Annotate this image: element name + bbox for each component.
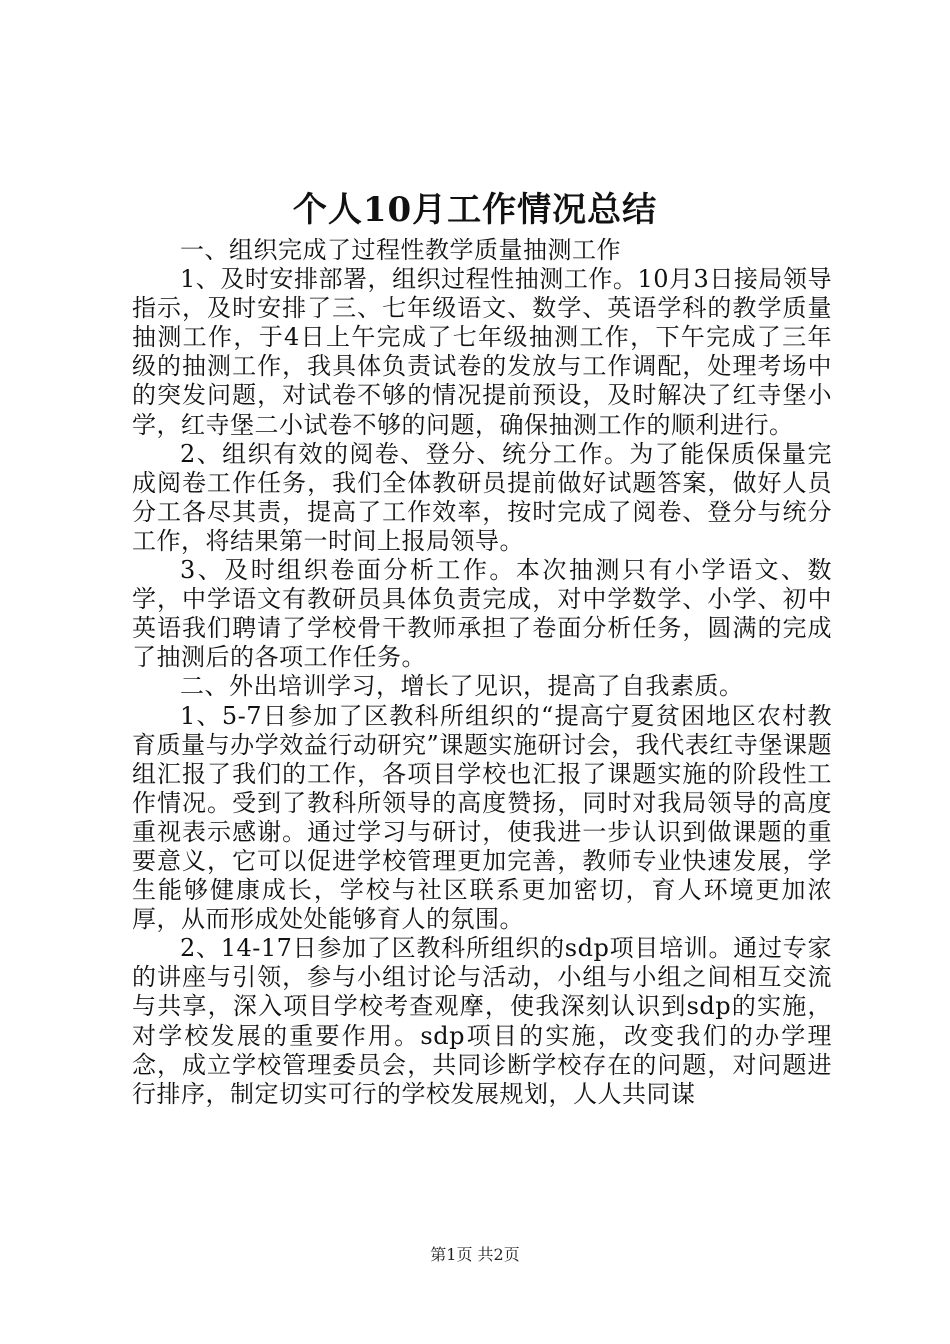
section-heading-2: 二、外出培训学习，增长了见识，提高了自我素质。 [180,672,744,701]
document-body [132,236,832,1109]
paragraph-1-3: 3、及时组织卷面分析工作。本次抽测只有小学语文、数学，中学语文有教研员具体负责完成，对中学数学、小学、初中英语我们聘请了学校骨干教师承担了卷面分析任务，圆满的完成了抽测后的各项工作任务。 [132,556,832,672]
section-heading-1: 一、组织完成了过程性教学质量抽测工作 [180,236,621,264]
paragraph-1-1: 1、及时安排部署，组织过程性抽测工作。10月3日接局领导指示，及时安排了三、七年级语文、数学、英语学科的教学质量抽测工作，于4日上午完成了七年级抽测工作，下午完成了三年级的抽测工作，我具体负责试卷的发放与工作调配，处理考场中的突发问题，对试卷不够的情况提前预设，及时解决了红寺堡小学，红寺堡二小试卷不够的问题，确保抽测工作的顺利进行。 [132,265,832,439]
page-footer: 第1页 共2页 [430,1245,520,1264]
paragraph-1-2: 2、组织有效的阅卷、登分、统分工作。为了能保质保量完成阅卷工作任务，我们全体教研员提前做好试题答案，做好人员分工各尽其责，提高了工作效率，按时完成了阅卷、登分与统分工作，将结果第一时间上报局领导。 [132,439,832,555]
paragraph-2-2: 2、14-17日参加了区教科所组织的sdp项目培训。通过专家的讲座与引领，参与小组讨论与活动，小组与小组之间相互交流与共享，深入项目学校考查观摩，使我深刻认识到sdp的实施，对学校发展的重要作用。sdp项目的实施，改变我们的办学理念，成立学校管理委员会，共同诊断学校存在的问题，对问题进行排序，制定切实可行的学校发展规划，人人共同谋 [132,934,832,1108]
document-title: 个人10月工作情况总结 [292,190,658,230]
paragraph-2-1: 1、5-7日参加了区教科所组织的“提高宁夏贫困地区农村教育质量与办学效益行动研究”课题实施研讨会，我代表红寺堡课题组汇报了我们的工作，各项目学校也汇报了课题实施的阶段性工作情况。受到了教科所领导的高度赞扬，同时对我局领导的高度重视表示感谢。通过学习与研讨，使我进一步认识到做课题的重要意义，它可以促进学校管理更加完善，教师专业快速发展，学生能够健康成长，学校与社区联系更加密切，育人环境更加浓厚，从而形成处处能够育人的氛围。 [132,701,832,934]
